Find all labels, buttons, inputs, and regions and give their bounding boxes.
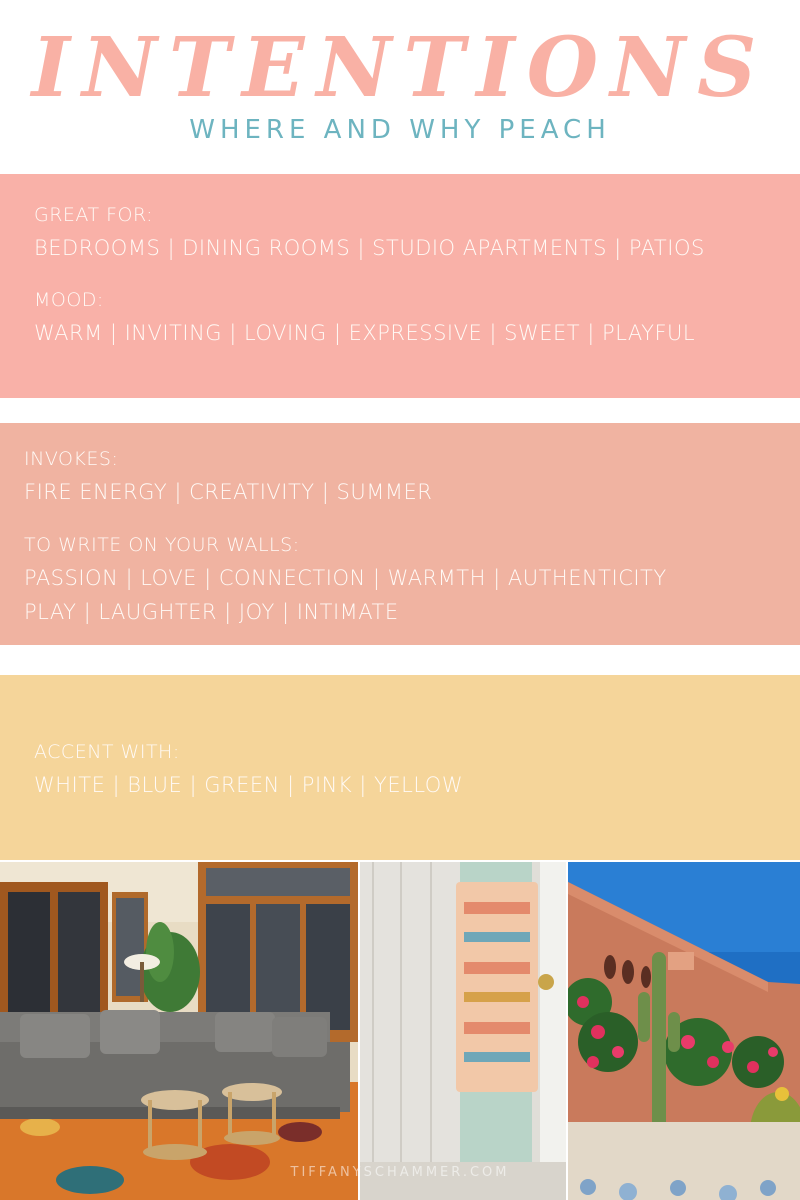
great-for-label: GREAT FOR: <box>34 204 153 226</box>
page-subtitle: WHERE AND WHY PEACH <box>189 115 611 145</box>
adobe-cactus-photo <box>568 862 800 1200</box>
mood-value: WARM | INVITING | LOVING | EXPRESSIVE | SWEET | PLAYFUL <box>34 321 696 345</box>
invokes-value: FIRE ENERGY | CREATIVITY | SUMMER <box>24 480 433 504</box>
invokes-walls-panel <box>0 423 800 645</box>
living-room-photo <box>0 862 358 1200</box>
watermark-text: TIFFANYSCHAMMER.COM <box>290 1165 510 1180</box>
accent-value: WHITE | BLUE | GREEN | PINK | YELLOW <box>34 773 464 797</box>
accent-label: ACCENT WITH: <box>34 741 180 763</box>
invokes-label: INVOKES: <box>24 448 119 470</box>
walls-label: TO WRITE ON YOUR WALLS: <box>24 534 300 556</box>
page-title: INTENTIONS <box>31 20 769 116</box>
walls-line-2: PLAY | LAUGHTER | JOY | INTIMATE <box>24 600 399 624</box>
walls-line-1: PASSION | LOVE | CONNECTION | WARMTH | AUTHENTICITY <box>24 566 667 590</box>
header <box>0 0 800 172</box>
accent-panel <box>0 675 800 860</box>
great-for-value: BEDROOMS | DINING ROOMS | STUDIO APARTMENTS | PATIOS <box>34 236 705 260</box>
mood-label: MOOD: <box>34 289 104 311</box>
photo-strip <box>0 862 800 1200</box>
great-for-mood-panel <box>0 174 800 398</box>
towel-photo <box>360 862 566 1200</box>
